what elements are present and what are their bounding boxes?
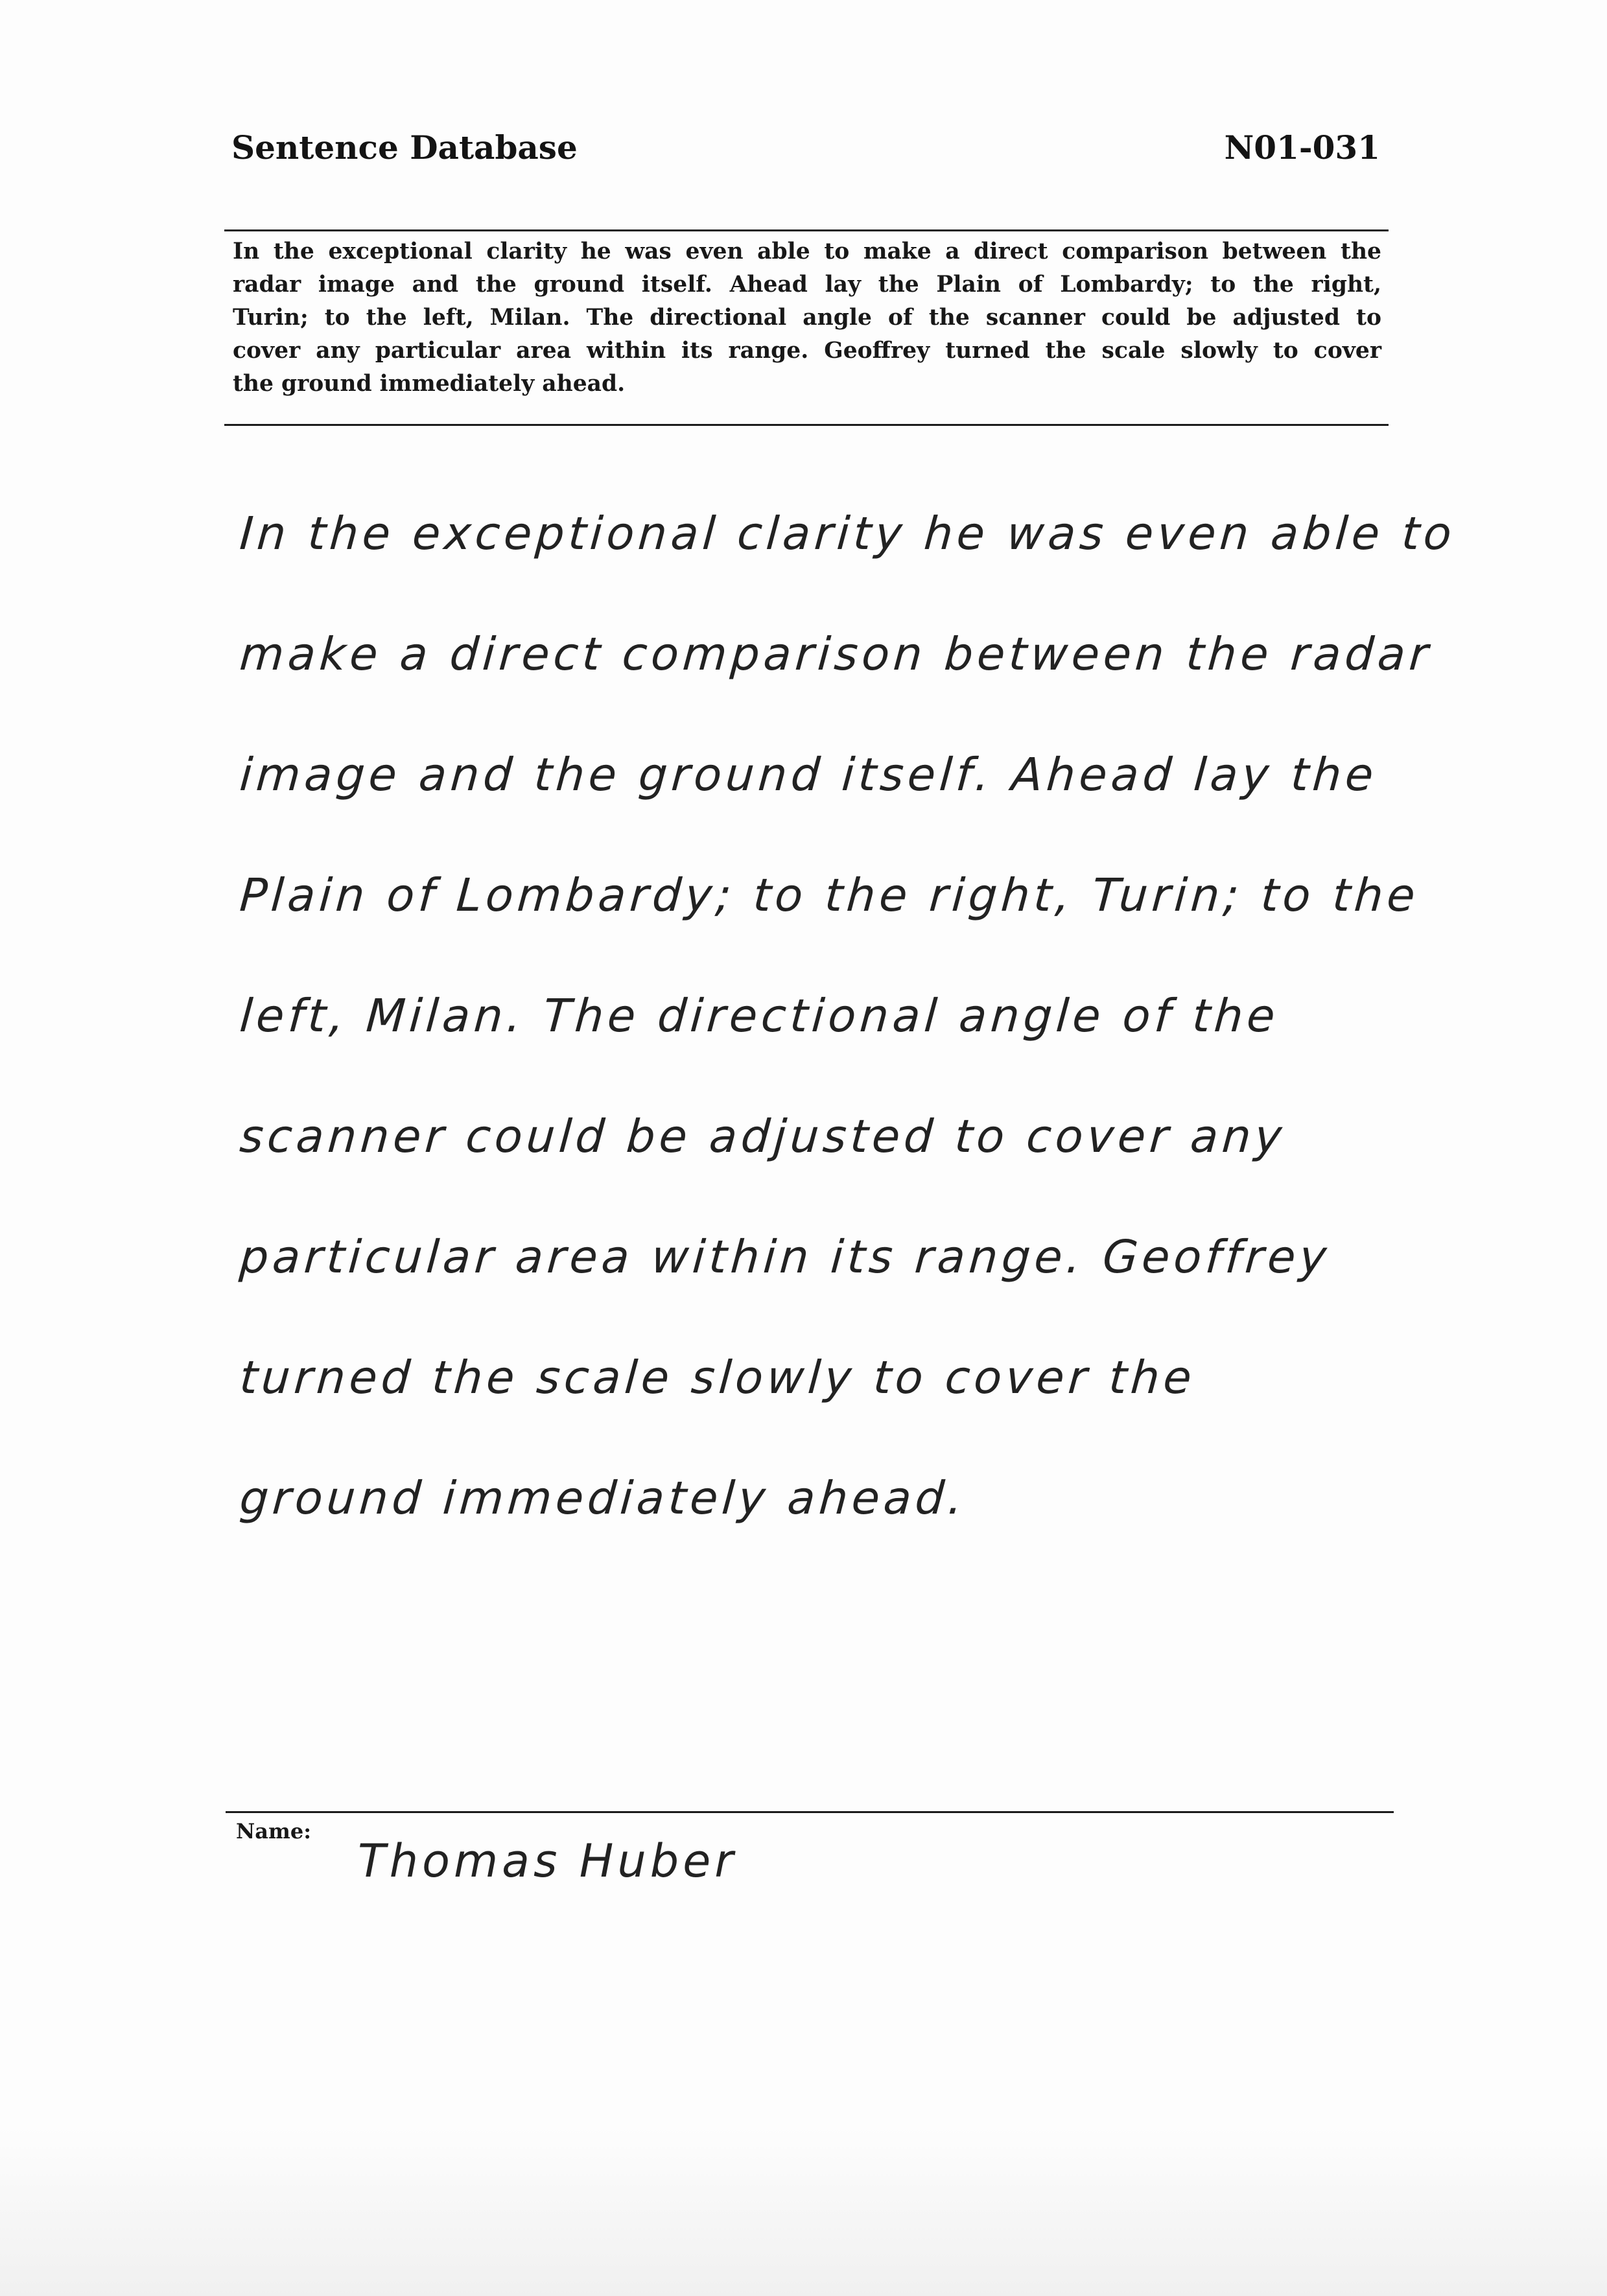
printed-line: radar image and the ground itself. Ahead lay the Plain of Lombardy; to the right, bbox=[233, 272, 1381, 298]
handwritten-line: left, Milan. The directional angle of the bbox=[238, 989, 1281, 1042]
printed-prompt bbox=[233, 235, 1381, 401]
handwritten-transcription bbox=[238, 473, 1457, 1558]
handwritten-line: In the exceptional clarity he was even able to bbox=[238, 507, 1457, 560]
printed-line: In the exceptional clarity he was even able to make a direct comparison between the bbox=[233, 239, 1381, 264]
handwritten-line: make a direct comparison between the radar bbox=[238, 627, 1434, 681]
handwritten-line: image and the ground itself. Ahead lay the bbox=[238, 748, 1379, 801]
handwritten-line: scanner could be adjusted to cover any bbox=[238, 1110, 1287, 1163]
middle-divider bbox=[224, 424, 1389, 426]
handwritten-name: Thomas Huber bbox=[358, 1834, 738, 1888]
form-id: N01-031 bbox=[1224, 128, 1380, 167]
handwritten-line: turned the scale slowly to cover the bbox=[238, 1351, 1197, 1404]
scan-edge-shadow bbox=[0, 2126, 1607, 2296]
page-title: Sentence Database bbox=[231, 128, 578, 167]
printed-line: the ground immediately ahead. bbox=[233, 371, 626, 397]
top-divider bbox=[224, 229, 1389, 231]
name-label: Name: bbox=[236, 1819, 312, 1844]
handwritten-line: ground immediately ahead. bbox=[238, 1471, 968, 1525]
printed-line: cover any particular area within its range. Geoffrey turned the scale slowly to cover bbox=[233, 338, 1381, 364]
signature-divider bbox=[226, 1811, 1394, 1813]
printed-line: Turin; to the left, Milan. The directional angle of the scanner could be adjusted to bbox=[233, 305, 1381, 331]
handwritten-line: particular area within its range. Geoffrey bbox=[238, 1230, 1332, 1283]
handwritten-line: Plain of Lombardy; to the right, Turin; to the bbox=[238, 869, 1421, 922]
